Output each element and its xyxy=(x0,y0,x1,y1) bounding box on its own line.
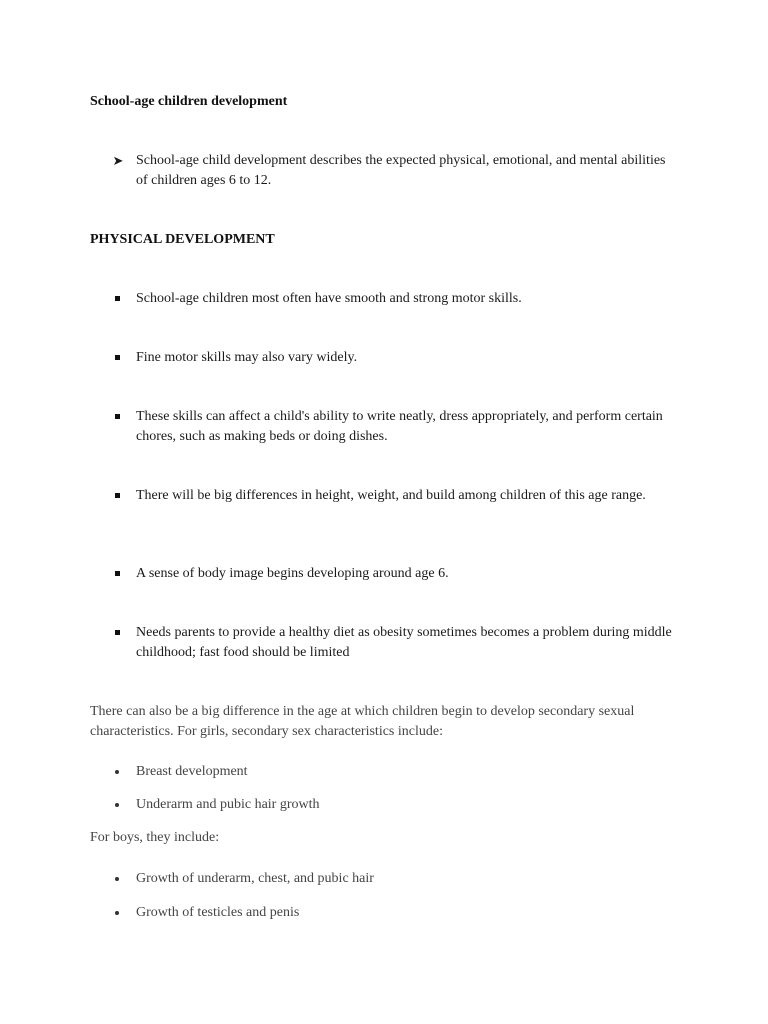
list-item-text: Underarm and pubic hair growth xyxy=(136,797,320,812)
square-bullet-icon xyxy=(115,630,120,635)
list-item-text: Growth of underarm, chest, and pubic hair xyxy=(136,871,374,886)
section-heading: PHYSICAL DEVELOPMENT xyxy=(90,232,275,247)
square-bullet-icon xyxy=(115,355,120,360)
list-item-text: There will be big differences in height, weight, and build among children of this age range. xyxy=(136,488,646,503)
dot-bullet-icon xyxy=(115,877,119,881)
square-bullet-icon xyxy=(115,493,120,498)
dot-bullet-icon xyxy=(115,803,119,807)
square-bullet-icon xyxy=(115,296,120,301)
document-title: School-age children development xyxy=(90,94,288,109)
list-item-text: Needs parents to provide a healthy diet as obesity sometimes becomes a problem during middle childhood; fast food should be limited xyxy=(136,625,672,660)
square-bullet-icon xyxy=(115,414,120,419)
dot-bullet-icon xyxy=(115,770,119,774)
list-item-text: A sense of body image begins developing around age 6. xyxy=(136,566,449,581)
intro-bullet-text: School-age child development describes the expected physical, emotional, and mental abilities of children ages 6 to 12. xyxy=(136,153,666,188)
list-item-text: School-age children most often have smooth and strong motor skills. xyxy=(136,291,522,306)
list-item-text: Fine motor skills may also vary widely. xyxy=(136,350,358,365)
boys-intro-paragraph: For boys, they include: xyxy=(90,830,220,845)
secondary-characteristics-paragraph: There can also be a big difference in the age at which children begin to develop secondary sexual characteristics. For girls, secondary sex characteristics include: xyxy=(90,704,635,739)
arrow-bullet-icon: ➤ xyxy=(112,153,124,168)
list-item-text: Breast development xyxy=(136,764,248,779)
square-bullet-icon xyxy=(115,571,120,576)
list-item-text: These skills can affect a child's ability to write neatly, dress appropriately, and perform certain chores, such as making beds or doing dishes. xyxy=(136,409,663,444)
list-item-text: Growth of testicles and penis xyxy=(136,905,300,920)
dot-bullet-icon xyxy=(115,911,119,915)
